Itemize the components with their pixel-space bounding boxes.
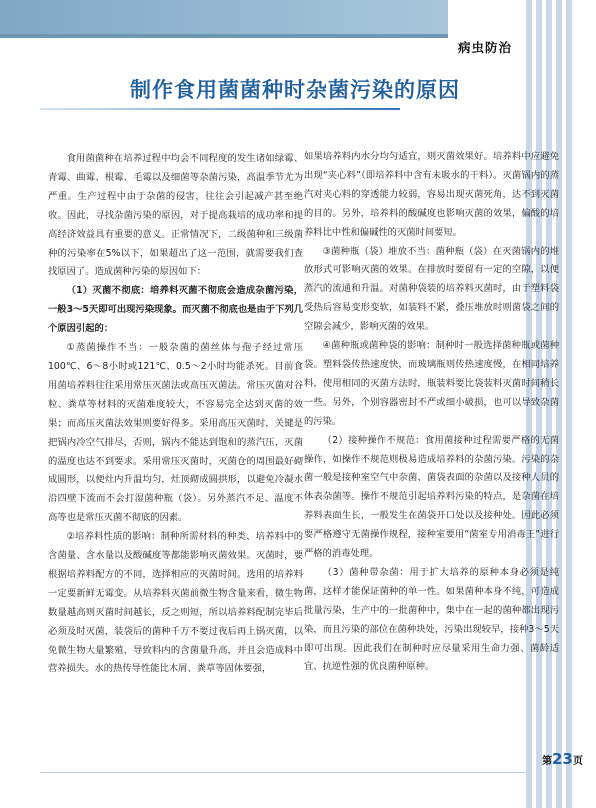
article-title: 制作食用菌菌种时杂菌污染的原因 (130, 78, 460, 102)
paragraph: ①蒸菌操作不当：一般杂菌的菌丝体与孢子经过常压100℃、6～8小时或121℃、0.5～2小时均能杀死。目前食用菌培养料往往采用常压灭菌法或高压灭菌法。常压灭菌对谷粒、粪草等材料的灭菌难度较大，不容易完全达到灭菌的效果；而高压灭菌法效果则要好得多。采用高压灭菌时，关键是把锅内冷空气排尽，否则，锅内不能达到饱和的蒸汽压，灭菌的温度也达不到要求。采用常压灭菌时，灭菌仓的周围最好砌成圆形，以便灶内升温均匀，灶顶砌成圆拱形，以避免冷凝水沿四壁下流而不会打湿菌种瓶（袋）。另外蒸汽不足、温度不高等也是常压灭菌不彻底的因素。 (48, 342, 303, 524)
paragraph: ③菌种瓶（袋）堆放不当：菌种瓶（袋）在灭菌锅内的堆放形式可影响灭菌的效果。在排放时要留有一定的空隙，以便蒸汽的流通和升温。对菌种袋装的培养料灭菌时，由于塑料袋受热后容易变形变软，如装料不紧，叠压堆放时则菌袋之间的空隙会减少，影响灭菌的效果。 (304, 245, 559, 333)
title-underline (40, 108, 400, 110)
paragraph: ②培养料性质的影响：制种所需材料的种类、培养料中的含菌量、含水量以及酸碱度等都能影响灭菌效果。灭菌时，要根据培养料配方的不同，选择相应的灭菌时间。选用的培养料一定要新鲜无霉变。从培养料灭菌前微生物含量来看，微生物数量越高则灭菌时间越长，反之则短，所以培养料配制完毕后必须及时灭菌，装袋后的菌种千万不要过夜后再上锅灭菌，以免微生物大量繁殖，导致料内的含菌量升高，并且会造成料中营养损失。水的热传导性能比木屑、粪草等固体要强， (48, 531, 303, 675)
paragraph: （2）接种操作不规范：食用菌接种过程需要严格的无菌操作，如操作不规范则极易造成培养料的杂菌污染。污染的杂菌一般是接种室空气中杂菌、菌袋表面的杂菌以及接种人员的体表杂菌等。操作不规范引起培养料污染的特点，是杂菌在培养料表面生长，一般发生在菌袋开口处以及接种处。因此必须要严格遵守无菌操作规程，接种室要用“菌室专用消毒王”进行严格的消毒处理。 (304, 434, 559, 560)
paragraph: （1）灭菌不彻底：培养料灭菌不彻底会造成杂菌污染，一般3～5天即可出现污染现象。而灭菌不彻底也是由于下列几个原因引起的： (48, 285, 303, 335)
page-number (542, 750, 583, 768)
page-suffix: 页 (572, 756, 583, 767)
page-number-value: 23 (552, 750, 573, 768)
paragraph: ④菌种瓶或菌种袋的影响：制种时一般选择菌种瓶或菌种袋。塑料袋传热速度快，而玻璃瓶则传热速度慢，在相同培养料，使用相同的灭菌方法时，瓶装料要比袋装料灭菌时间稍长一些。另外，个别容器密封不严或细小破损，也可以导致杂菌的污染。 (304, 340, 559, 427)
paragraph: （3）菌种带杂菌：用于扩大培养的原种本身必须是纯菌，这样才能保证菌种的单一性。如果菌种本身不纯，可造成批量污染，生产中的一批菌种中，集中在一起的菌种都出现污染，而且污染的部位在菌种块处，污染出现较早，接种3～5天即可出现。因此我们在制种时应尽量采用生命力强、菌龄适宜、抗逆性强的优良菌种原种。 (304, 566, 559, 673)
footer-rule (40, 772, 526, 773)
right-column (304, 148, 559, 677)
paragraph: 食用菌菌种在培养过程中均会不同程度的发生诸如绿霉、青霉、曲霉、根霉、毛霉以及细菌等杂菌污染，高温季节尤为严重。生产过程中由于杂菌的侵害，往往会引起减产甚至绝收。因此，寻找杂菌污染的原因，对于提高栽培的成功率和提高经济效益具有重要的意义。正常情况下，二级菌种和三级菌种的污染率在5%以下，如果超出了这一范围，就需要我们查找原因了。造成菌种污染的原因如下： (48, 153, 303, 278)
paragraph: 如果培养料内水分均匀适宜，则灭菌效果好。培养料中应避免出现“夹心料”（即培养料中含有未吸水的干料）。灭菌锅内的蒸汽对夹心料的穿透能力较弱，容易出现灭菌死角，达不到灭菌的目的。另外，培养料的酸碱度也影响灭菌的效果，偏酸的培养料比中性和偏碱性的灭菌时间要短。 (304, 151, 559, 238)
left-column (48, 150, 303, 679)
section-label: 病虫防治 (458, 40, 513, 55)
page-prefix: 第 (542, 756, 552, 767)
header-band (0, 0, 596, 36)
